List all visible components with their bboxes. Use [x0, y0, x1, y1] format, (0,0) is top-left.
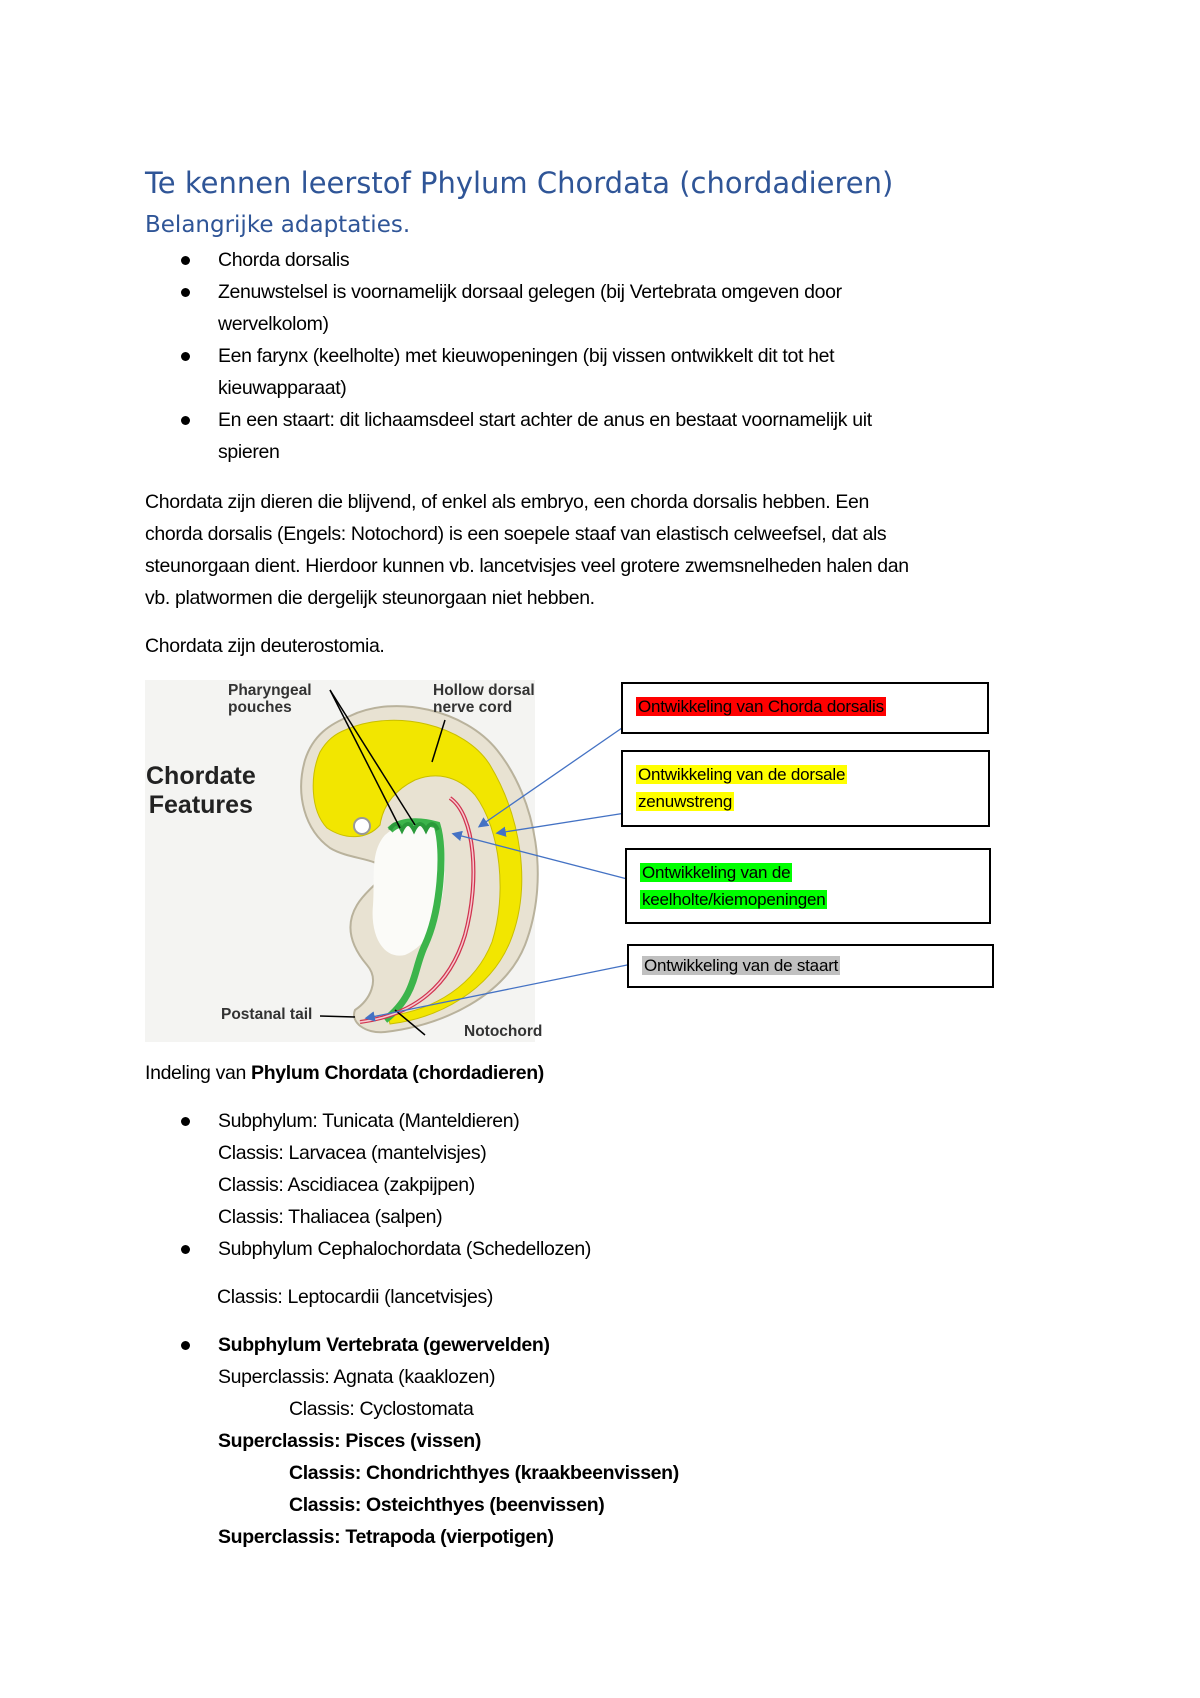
callout-box-pharynx [625, 848, 991, 924]
document-title: Te kennen leerstof Phylum Chordata (chordadieren) [145, 166, 894, 200]
list-item: Superclassis: Agnata (kaaklozen) [218, 1366, 496, 1388]
list-item: Chorda dorsalis [218, 249, 350, 271]
section-heading: Belangrijke adaptaties. [145, 212, 411, 238]
list-item-cont: kieuwapparaat) [218, 377, 347, 399]
list-item: Superclassis: Tetrapoda (vierpotigen) [218, 1526, 554, 1548]
classification-heading: Indeling van Phylum Chordata (chordadieren) [145, 1062, 544, 1084]
list-item: Subphylum Cephalochordata (Schedellozen) [218, 1238, 591, 1260]
list-item: En een staart: dit lichaamsdeel start achter de anus en bestaat voornamelijk uit [218, 409, 872, 431]
list-item-cont: spieren [218, 441, 280, 463]
callout-text: zenuwstreng [638, 792, 733, 811]
eye-spot [354, 818, 370, 834]
callout-text: Ontwikkeling van de staart [644, 956, 839, 975]
callout-text: keelholte/kiemopeningen [642, 890, 826, 909]
diagram-heading: Chordate Features [146, 762, 256, 819]
list-item: Een farynx (keelholte) met kieuwopeningen (bij vissen ontwikkelt dit tot het [218, 345, 835, 367]
callout-box-tail [627, 944, 994, 988]
paragraph-line: Chordata zijn dieren die blijvend, of enkel als embryo, een chorda dorsalis hebben. Een [145, 491, 870, 513]
leader-line [320, 1016, 355, 1017]
label-nerve-cord: Hollow dorsal nerve cord [433, 682, 535, 716]
bullet-icon [181, 1117, 190, 1126]
label-notochord: Notochord [464, 1023, 543, 1040]
list-item: Classis: Chondrichthyes (kraakbeenvissen) [289, 1462, 679, 1484]
list-item: Subphylum: Tunicata (Manteldieren) [218, 1110, 520, 1132]
bullet-icon [181, 1245, 190, 1254]
callout-box-chorda [621, 682, 989, 734]
bullet-icon [181, 1341, 190, 1350]
callout-text: Ontwikkeling van de [642, 863, 791, 882]
paragraph-line: chorda dorsalis (Engels: Notochord) is een soepele staaf van elastisch celweefsel, dat als [145, 523, 887, 545]
list-item: Subphylum Vertebrata (gewervelden) [218, 1334, 550, 1356]
callout-text: Ontwikkeling van Chorda dorsalis [638, 697, 884, 716]
list-item: Classis: Osteichthyes (beenvissen) [289, 1494, 605, 1516]
callout-box-nerve [621, 750, 990, 827]
list-item-cont: wervelkolom) [218, 313, 329, 335]
label-pharyngeal: Pharyngeal pouches [228, 682, 312, 716]
callout-text: Ontwikkeling van de dorsale [638, 765, 846, 784]
bullet-icon [181, 416, 190, 425]
deuterostomia-line: Chordata zijn deuterostomia. [145, 635, 385, 657]
bullet-icon [181, 352, 190, 361]
bullet-icon [181, 256, 190, 265]
list-item: Classis: Leptocardii (lancetvisjes) [217, 1286, 494, 1308]
list-item: Classis: Thaliacea (salpen) [218, 1206, 443, 1228]
list-item: Superclassis: Pisces (vissen) [218, 1430, 482, 1452]
list-item: Classis: Cyclostomata [289, 1398, 474, 1420]
list-item: Zenuwstelsel is voornamelijk dorsaal gelegen (bij Vertebrata omgeven door [218, 281, 842, 303]
label-postanal-tail: Postanal tail [221, 1006, 313, 1023]
paragraph-line: steunorgaan dient. Hierdoor kunnen vb. lancetvisjes veel grotere zwemsnelheden halen dan [145, 555, 909, 577]
bullet-icon [181, 288, 190, 297]
list-item: Classis: Ascidiacea (zakpijpen) [218, 1174, 475, 1196]
list-item: Classis: Larvacea (mantelvisjes) [218, 1142, 487, 1164]
paragraph-line: vb. platwormen die dergelijk steunorgaan niet hebben. [145, 587, 595, 609]
